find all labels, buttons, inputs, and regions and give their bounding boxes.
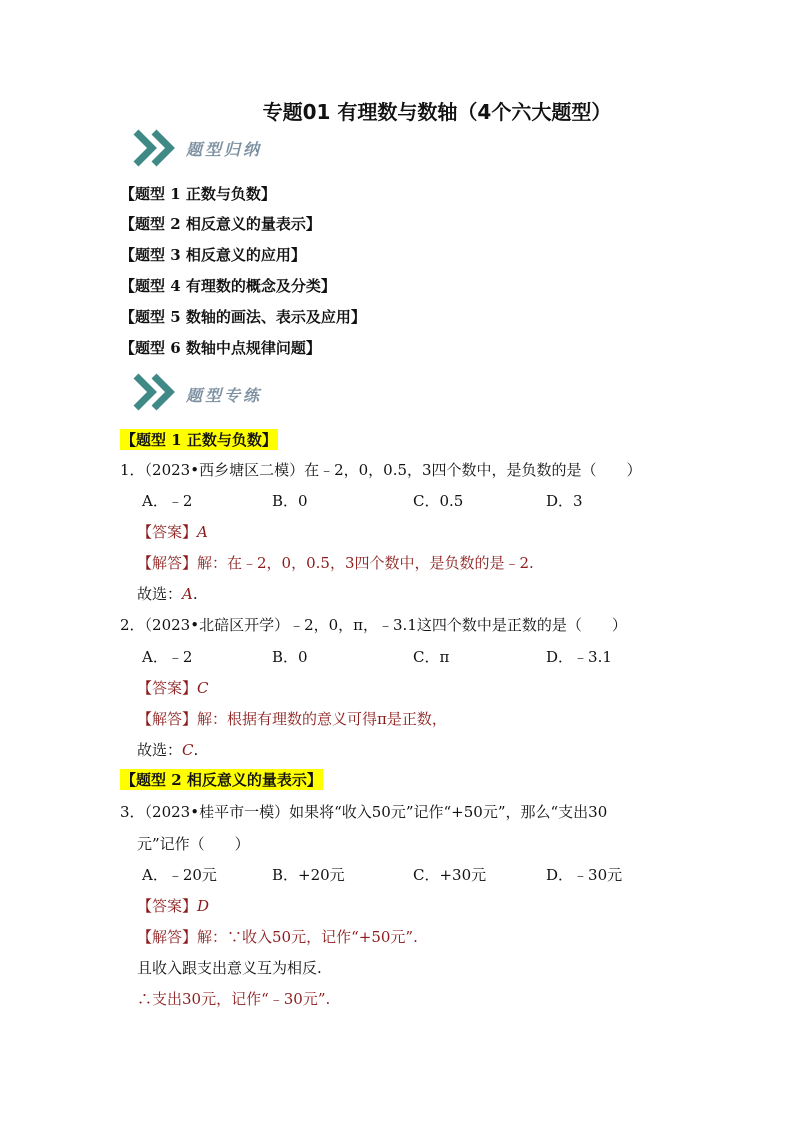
q1-option-a[interactable]: A．﹣2 [142, 492, 193, 510]
explanation-label: 【解答】 [137, 928, 198, 946]
q2-answer [137, 677, 209, 698]
section-banner-practice [132, 372, 332, 412]
page-title: 专题01 有理数与数轴（4个六大题型） [262, 100, 612, 124]
q1-answer [137, 521, 208, 542]
double-chevron-icon [132, 128, 180, 168]
q3-option-b[interactable]: B．+20元 [272, 866, 345, 884]
choose-label: 故选： [137, 585, 183, 603]
choose-end: . [193, 741, 199, 759]
explanation-text: 解：∵收入50元，记作“+50元”. [197, 928, 418, 946]
q1-choose [137, 583, 198, 604]
toc-item-3[interactable]: 【题型 3 相反意义的应用】 [120, 246, 306, 264]
toc-item-2[interactable]: 【题型 2 相反意义的量表示】 [120, 215, 321, 233]
question-3-stem-line1: 3．（2023•桂平市一模）如果将“收入50元”记作“+50元”，那么“支出30 [120, 803, 608, 821]
q1-explanation [137, 552, 534, 573]
answer-label: 【答案】 [137, 679, 198, 697]
answer-value: C [197, 679, 209, 697]
answer-label: 【答案】 [137, 897, 198, 915]
q3-answer [137, 895, 209, 916]
q3-explanation-line3: ∴支出30元，记作“﹣30元”. [137, 990, 331, 1008]
q3-explanation-line2: 且收入跟支出意义互为相反. [137, 959, 322, 977]
answer-value: D [197, 897, 210, 915]
q2-explanation [137, 708, 447, 729]
choose-label: 故选： [137, 741, 183, 759]
q2-choose [137, 739, 198, 760]
toc-item-6[interactable]: 【题型 6 数轴中点规律问题】 [120, 339, 321, 357]
explanation-label: 【解答】 [137, 554, 198, 572]
choose-value: C [182, 741, 194, 759]
question-2-stem: 2．（2023•北碚区开学）﹣2，0，π，﹣3.1这四个数中是正数的是（ ） [120, 616, 627, 634]
explanation-text: 解：根据有理数的意义可得π是正数， [197, 710, 447, 728]
explanation-text: 解：在﹣2，0，0.5，3四个数中，是负数的是﹣2. [197, 554, 534, 572]
choose-end: . [192, 585, 198, 603]
q2-option-d[interactable]: D．﹣3.1 [546, 648, 612, 666]
toc-item-5[interactable]: 【题型 5 数轴的画法、表示及应用】 [120, 308, 366, 326]
toc-item-1[interactable]: 【题型 1 正数与负数】 [120, 185, 276, 203]
answer-value: A [197, 523, 208, 541]
q1-option-d[interactable]: D．3 [546, 492, 583, 510]
question-1-stem: 1．（2023•西乡塘区二模）在﹣2，0，0.5，3四个数中，是负数的是（ ） [120, 461, 642, 479]
q3-option-d[interactable]: D．﹣30元 [546, 866, 623, 884]
answer-label: 【答案】 [137, 523, 198, 541]
section-banner-summary [132, 128, 332, 168]
question-3-stem-line2: 元”记作（ ） [137, 835, 250, 853]
q3-option-c[interactable]: C．+30元 [413, 866, 487, 884]
q2-option-b[interactable]: B．0 [272, 648, 308, 666]
banner-title: 题型专练 [186, 386, 263, 405]
toc-item-4[interactable]: 【题型 4 有理数的概念及分类】 [120, 277, 336, 295]
q3-explanation [137, 926, 418, 947]
banner-title: 题型归纳 [186, 140, 263, 159]
q3-option-a[interactable]: A．﹣20元 [142, 866, 217, 884]
section-heading-2: 【题型 2 相反意义的量表示】 [121, 771, 322, 789]
q1-option-b[interactable]: B．0 [272, 492, 308, 510]
q2-option-c[interactable]: C．π [413, 648, 450, 666]
q2-option-a[interactable]: A．﹣2 [142, 648, 193, 666]
section-heading-1: 【题型 1 正数与负数】 [121, 431, 277, 449]
double-chevron-icon [132, 372, 180, 412]
explanation-label: 【解答】 [137, 710, 198, 728]
q1-option-c[interactable]: C．0.5 [413, 492, 464, 510]
choose-value: A [182, 585, 193, 603]
